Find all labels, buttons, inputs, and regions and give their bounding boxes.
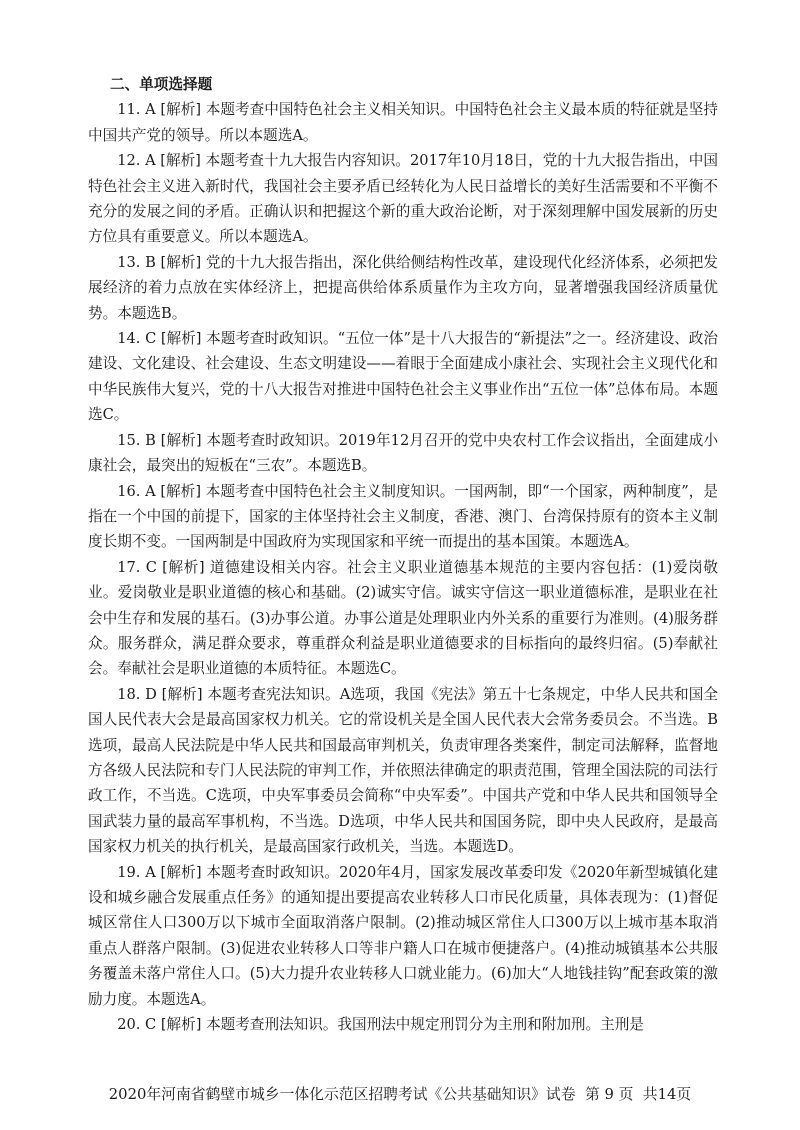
analysis-text: 本题考查时政知识。“五位一体”是十八大报告的“新提法”之一。经济建设、政治建设、文化建设、社会建设、生态文明建设——着眼于全面建成小康社会、实现社会主义现代化和中华民族伟大复兴，党的十八大报告对推进中国特色社会主义事业作出“五位一体”总体布局。本题选C。 bbox=[88, 330, 718, 424]
answer-choice: C bbox=[145, 1016, 157, 1034]
page-footer bbox=[0, 1082, 800, 1107]
answer-item bbox=[88, 97, 718, 148]
answer-item bbox=[88, 1012, 718, 1037]
question-number: 11. bbox=[117, 101, 141, 119]
answer-choice: A bbox=[145, 101, 156, 119]
analysis-tag: [解析] bbox=[160, 431, 202, 449]
answer-choice: C bbox=[145, 558, 157, 576]
question-number: 15. bbox=[117, 431, 141, 449]
answer-item bbox=[88, 428, 718, 479]
analysis-tag: [解析] bbox=[160, 330, 202, 348]
answer-item bbox=[88, 250, 718, 326]
question-number: 17. bbox=[117, 558, 141, 576]
analysis-tag: [解析] bbox=[162, 558, 205, 576]
question-number: 20. bbox=[117, 1016, 141, 1034]
analysis-text: 道德建设相关内容。社会主义职业道德基本规范的主要内容包括：(1)爱岗敬业。爱岗敬业是职业道德的核心和基础。(2)诚实守信。诚实守信这一职业道德标准，是职业在社会中生存和发展的基石。(3)办事公道。办事公道是处理职业内外关系的重要行为准则。(4)服务群众。服务群众，满足群众要求，尊重群众利益是职业道德要求的目标指向的最终归宿。(5)奉献社会。奉献社会是职业道德的本质特征。本题选C。 bbox=[88, 558, 719, 678]
answer-item bbox=[88, 148, 718, 250]
analysis-tag: [解析] bbox=[160, 863, 202, 881]
analysis-text: 本题考查中国特色社会主义相关知识。中国特色社会主义最本质的特征就是坚持中国共产党的领导。所以本题选A。 bbox=[88, 101, 719, 144]
analysis-tag: [解析] bbox=[160, 1016, 202, 1034]
analysis-tag: [解析] bbox=[160, 482, 202, 500]
analysis-tag: [解析] bbox=[160, 253, 202, 271]
answer-choice: A bbox=[145, 863, 156, 881]
answer-list bbox=[88, 97, 718, 1037]
analysis-text: 本题考查刑法知识。我国刑法中规定刑罚分为主刑和附加刑。主刑是 bbox=[206, 1016, 644, 1034]
analysis-tag: [解析] bbox=[161, 685, 203, 703]
section-title: 二、单项选择题 bbox=[110, 76, 213, 93]
analysis-text: 本题考查宪法知识。A选项，我国《宪法》第五十七条规定，中华人民共和国全国人民代表大会是最高国家权力机关。它的常设机关是全国人民代表大会常务委员会。不当选。B选项，最高人民法院是中华人民共和国最高审判机关，负责审理各类案件，制定司法解释，监督地方各级人民法院和专门人民法院的审判工作，并依照法律确定的职责范围，管理全国法院的司法行政工作，不当选。C选项，中央军事委员会简称“中央军委”。中国共产党和中华人民共和国领导全国武装力量的最高军事机构，不当选。D选项，中华人民共和国国务院，即中央人民政府，是最高国家权力机关的执行机关，是最高国家行政机关，当选。本题选D。 bbox=[88, 685, 719, 856]
question-number: 13. bbox=[117, 253, 141, 271]
analysis-text: 党的十九大报告指出，深化供给侧结构性改革，建设现代化经济体系，必须把发展经济的着力点放在实体经济上，把提高供给体系质量作为主攻方向，显著增强我国经济质量优势。本题选B。 bbox=[88, 253, 719, 322]
exam-title: 2020年河南省鹤壁市城乡一体化示范区招聘考试《公共基础知识》试卷 bbox=[108, 1086, 576, 1103]
total-pages: 共14页 bbox=[642, 1086, 692, 1103]
page-number: 第 9 页 bbox=[584, 1086, 634, 1103]
answer-choice: B bbox=[145, 431, 156, 449]
answer-item bbox=[88, 860, 718, 1012]
analysis-text: 本题考查时政知识。2019年12月召开的党中央农村工作会议指出，全面建成小康社会，最突出的短板在“三农”。本题选B。 bbox=[88, 431, 719, 475]
analysis-tag: [解析] bbox=[160, 152, 201, 170]
answer-choice: B bbox=[145, 253, 156, 271]
answer-item bbox=[88, 479, 718, 555]
answer-choice: D bbox=[145, 685, 157, 703]
analysis-text: 本题考查中国特色社会主义制度知识。一国两制，即“一个国家，两种制度”，是指在一个中国的前提下，国家的主体坚持社会主义制度，香港、澳门、台湾保持原有的资本主义制度长期不变。一国两制是中国政府为实现国家和平统一而提出的基本国策。本题选A。 bbox=[88, 482, 719, 551]
question-number: 14. bbox=[117, 330, 141, 348]
answer-item bbox=[88, 326, 718, 428]
answer-choice: A bbox=[145, 152, 156, 170]
question-number: 16. bbox=[117, 482, 141, 500]
question-number: 12. bbox=[117, 152, 141, 170]
analysis-text: 本题考查十九大报告内容知识。2017年10月18日，党的十九大报告指出，中国特色社会主义进入新时代，我国社会主要矛盾已经转化为人民日益增长的美好生活需要和不平衡不充分的发展之间的矛盾。正确认识和把握这个新的重大政治论断，对于深刻理解中国发展新的历史方位具有重要意义。所以本题选A。 bbox=[88, 152, 718, 246]
answer-choice: C bbox=[145, 330, 157, 348]
question-number: 18. bbox=[117, 685, 141, 703]
answer-item bbox=[88, 682, 718, 860]
answer-choice: A bbox=[145, 482, 156, 500]
analysis-text: 本题考查时政知识。2020年4月，国家发展改革委印发《2020年新型城镇化建设和城乡融合发展重点任务》的通知提出要提高农业转移人口市民化质量，具体表现为：(1)督促城区常住人口300万以下城市全面取消落户限制。(2)推动城区常住人口300万以上城市基本取消重点人群落户限制。(3)促进农业转移人口等非户籍人口在城市便捷落户。(4)推动城镇基本公共服务覆盖未落户常住人口。(5)大力提升农业转移人口就业能力。(6)加大“人地钱挂钩”配套政策的激励力度。本题选A。 bbox=[88, 863, 718, 1008]
answer-item bbox=[88, 555, 718, 682]
analysis-tag: [解析] bbox=[160, 101, 202, 119]
question-number: 19. bbox=[117, 863, 141, 881]
